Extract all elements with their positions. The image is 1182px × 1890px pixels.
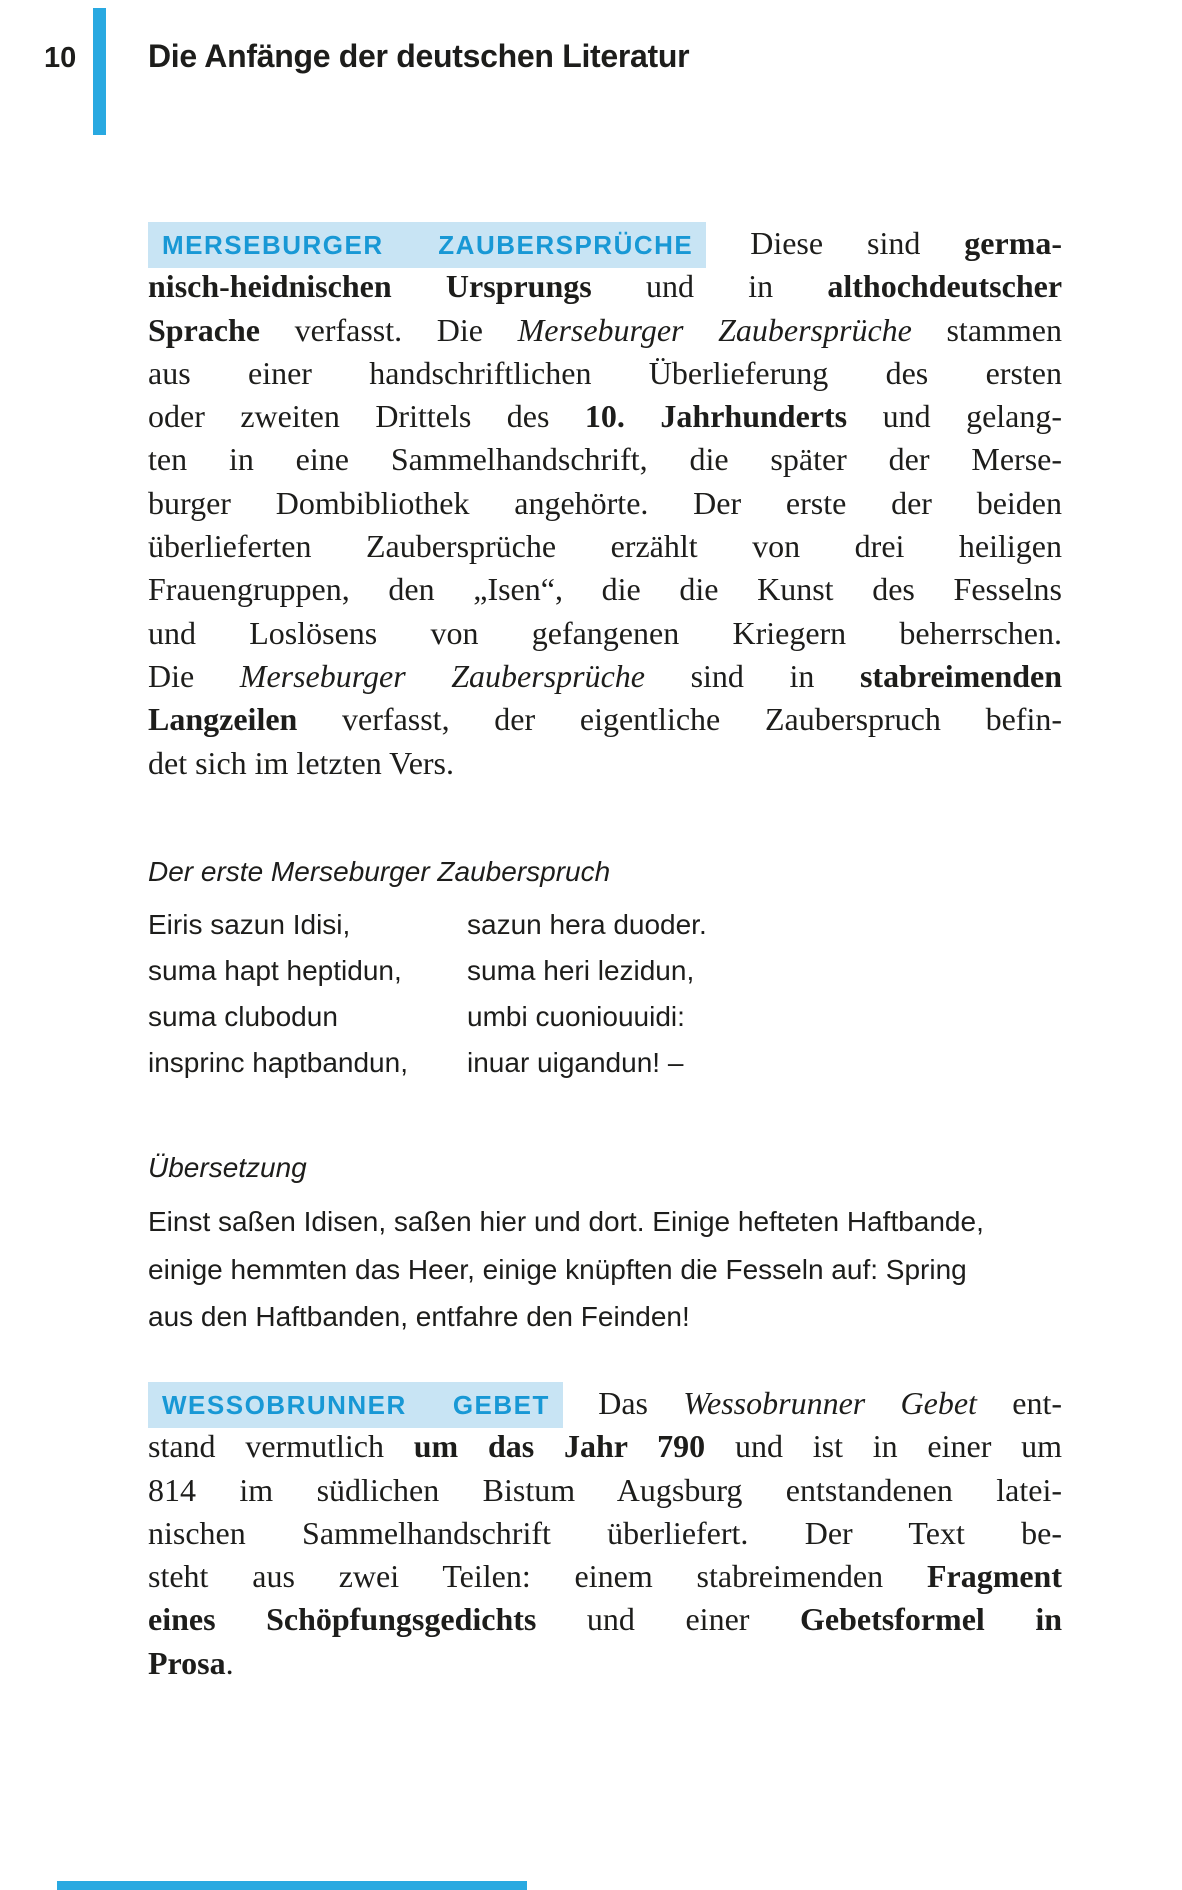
text-segment: stand vermutlich (148, 1428, 414, 1465)
text-line (148, 1555, 1062, 1598)
text-line (148, 525, 1062, 568)
text-segment: Merseburger Zaubersprüche (239, 657, 646, 694)
text-segment: Prosa (148, 1644, 226, 1681)
text-segment: althochdeutscher (827, 268, 1063, 305)
text-segment: Die (148, 657, 240, 694)
text-line (148, 352, 1062, 395)
text-segment: germa- (964, 225, 1062, 261)
text-segment: Merseburger Zaubersprüche (517, 311, 912, 348)
text-segment: steht aus zwei Teilen: einem stabreimenden (148, 1558, 927, 1595)
text-segment: eines Schöpfungsgedichts (148, 1601, 537, 1638)
poem-line-left: insprinc haptbandun, (148, 1047, 408, 1078)
text-line (148, 395, 1062, 438)
poem-line-left: suma hapt heptidun, (148, 955, 402, 986)
text-segment: . (225, 1644, 234, 1681)
text-segment: Gebetsformel in (799, 1601, 1063, 1638)
keyword-highlight: MERSEBURGER ZAUBERSPRÜCHE (148, 222, 706, 268)
text-line (148, 1246, 1062, 1294)
keyword-highlight: WESSOBRUNNER GEBET (148, 1382, 563, 1428)
text-segment: Sprache (148, 311, 260, 348)
text-segment: ent- (976, 1385, 1062, 1421)
paragraph-wessobrunner-gebet (148, 1382, 1062, 1685)
text-segment: 814 im südlichen Bistum Augsburg entstandenen latei- (148, 1471, 1062, 1508)
text-line (148, 438, 1062, 481)
text-segment: Langzeilen (148, 701, 298, 738)
text-line (148, 1469, 1062, 1512)
text-segment: Einst saßen Idisen, saßen hier und dort. Einige hefteten Haftbande, (148, 1206, 984, 1237)
text-segment: stabreimenden (859, 657, 1063, 694)
poem-row (148, 994, 1062, 1040)
text-segment: und ist in einer um (705, 1428, 1063, 1465)
poem-line-right: suma heri lezidun, (467, 955, 695, 986)
text-line (148, 482, 1062, 525)
text-line (148, 742, 1062, 785)
page-number: 10 (44, 42, 77, 74)
text-segment: Frauengruppen, den „Isen“, die die Kunst des Fesselns (148, 571, 1062, 608)
bottom-accent-bar (57, 1881, 527, 1890)
poem-line-right: inuar uigandun! – (467, 1047, 684, 1078)
text-segment: Wessobrunner Gebet (683, 1385, 977, 1421)
text-segment: oder zweiten Drittels des (148, 398, 585, 435)
text-line (148, 222, 1062, 265)
paragraph-merseburger-zaubersprueche (148, 222, 1062, 785)
poem-first-merseburg-charm (148, 902, 1062, 1086)
text-line (148, 568, 1062, 611)
text-line (148, 698, 1062, 741)
poem-row (148, 1040, 1062, 1086)
text-segment: und Loslösens von gefangenen Kriegern beherrschen. (148, 614, 1062, 651)
chapter-title: Die Anfänge der deutschen Literatur (148, 38, 690, 74)
text-line (148, 1512, 1062, 1555)
text-line (148, 1198, 1062, 1246)
text-line (148, 309, 1062, 352)
text-line (148, 265, 1062, 308)
header-accent-bar (93, 8, 106, 135)
text-line (148, 655, 1062, 698)
text-segment: 10. Jahrhunderts (584, 398, 848, 435)
text-segment: ten in eine Sammelhandschrift, die später der Merse- (148, 441, 1062, 478)
text-segment: und gelang- (847, 398, 1063, 435)
text-line (148, 1382, 1062, 1425)
poem-row (148, 902, 1062, 948)
poem-line-left: suma clubodun (148, 1001, 338, 1032)
text-segment: aus den Haftbanden, entfahre den Feinden! (148, 1301, 690, 1332)
poem-line-left: Eiris sazun Idisi, (148, 909, 351, 940)
text-segment: verfasst, der eigentliche Zauberspruch befin- (297, 701, 1062, 738)
poem-row (148, 948, 1062, 994)
text-segment: verfasst. Die (260, 311, 518, 348)
text-segment: nisch-heidnischen Ursprungs (148, 268, 592, 305)
text-line (148, 612, 1062, 655)
text-segment: aus einer handschriftlichen Überlieferung des ersten (148, 354, 1062, 391)
text-line (148, 1425, 1062, 1468)
text-line (148, 1598, 1062, 1641)
poem-caption: Der erste Merseburger Zauberspruch (148, 856, 611, 887)
text-segment: um das Jahr 790 (413, 1428, 706, 1465)
text-segment: einige hemmten das Heer, einige knüpften die Fesseln auf: Spring (148, 1253, 967, 1285)
text-segment: stammen (911, 311, 1063, 348)
text-segment: sind in (645, 657, 860, 694)
text-segment: nischen Sammelhandschrift überliefert. Der Text be- (148, 1514, 1062, 1551)
poem-line-right: sazun hera duoder. (467, 909, 707, 940)
text-segment: und in (591, 268, 828, 305)
translation-text (148, 1198, 1062, 1341)
text-segment: Diese sind (706, 225, 965, 261)
text-segment: überlieferten Zaubersprüche erzählt von drei heiligen (148, 528, 1062, 565)
text-segment: det sich im letzten Vers. (148, 744, 454, 781)
poem-line-right: umbi cuoniouuidi: (467, 1001, 685, 1032)
text-segment: und einer (536, 1601, 800, 1638)
text-segment: Das (562, 1385, 684, 1421)
text-line (148, 1293, 1062, 1341)
text-line (148, 1642, 1062, 1685)
translation-caption: Übersetzung (148, 1152, 307, 1183)
text-segment: burger Dombibliothek angehörte. Der erste der beiden (148, 484, 1062, 521)
text-segment: Fragment (926, 1558, 1062, 1595)
